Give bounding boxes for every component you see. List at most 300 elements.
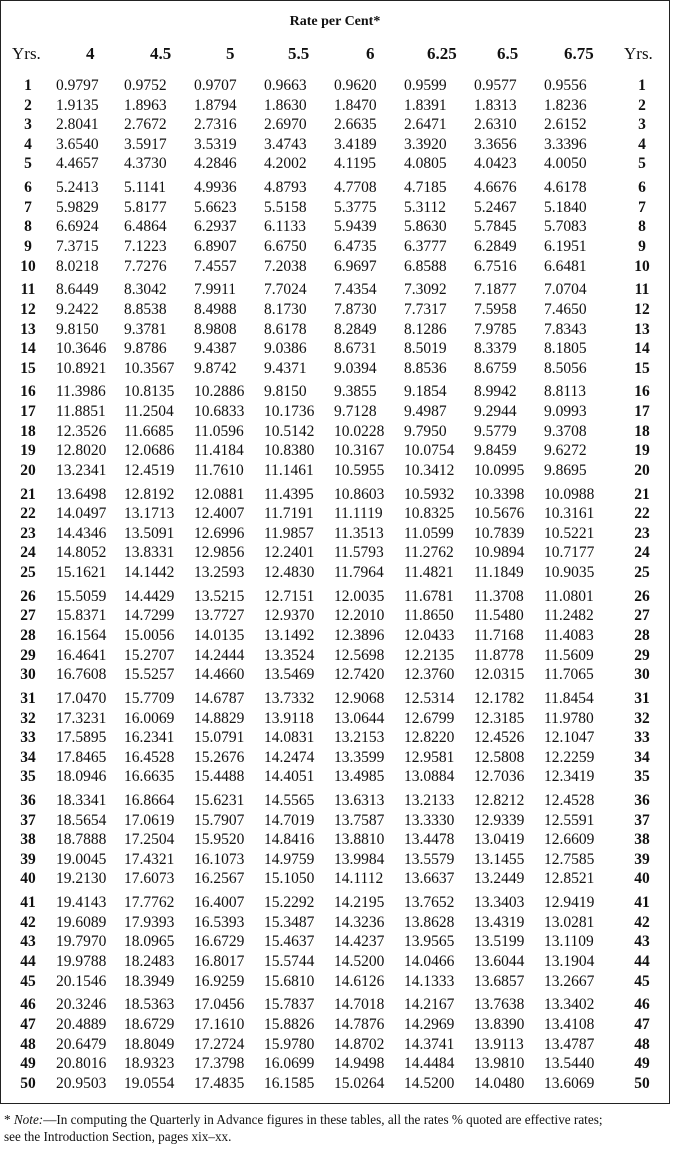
value-cell: 6.7516: [474, 257, 517, 275]
rate-header-4: 4: [86, 44, 95, 63]
value-cell: 20.9503: [56, 1074, 107, 1092]
value-cell: 13.3330: [404, 811, 455, 829]
year-cell-right: 8: [638, 218, 646, 236]
value-cell: 18.7888: [56, 831, 107, 849]
value-cell: 13.2153: [334, 729, 385, 747]
year-cell-right: 29: [634, 646, 650, 664]
value-cell: 10.5142: [264, 422, 315, 440]
value-cell: 8.1730: [264, 300, 307, 318]
value-cell: 13.9113: [474, 1035, 524, 1053]
value-cell: 13.2449: [474, 870, 525, 888]
value-cell: 7.4354: [334, 281, 377, 299]
value-cell: 0.9599: [404, 77, 447, 94]
value-cell: 1.8470: [334, 96, 377, 114]
value-cell: 7.2038: [264, 257, 307, 275]
value-cell: 18.5363: [124, 996, 175, 1014]
value-cell: 16.6729: [194, 933, 245, 951]
value-cell: 8.9808: [194, 320, 237, 338]
value-cell: 15.1621: [56, 564, 107, 581]
value-cell: 11.4395: [264, 485, 314, 503]
value-cell: 13.3402: [544, 996, 595, 1014]
value-cell: 13.9565: [404, 933, 455, 951]
value-cell: 3.4189: [334, 135, 377, 153]
year-cell-left: 32: [20, 709, 36, 727]
value-cell: 11.3986: [56, 383, 106, 401]
year-cell-right: 32: [634, 709, 650, 727]
value-cell: 9.6272: [544, 442, 587, 460]
value-cell: 5.3775: [334, 198, 377, 216]
value-cell: 11.8650: [404, 607, 454, 625]
value-cell: 7.7276: [124, 257, 167, 275]
value-cell: 8.2849: [334, 320, 377, 338]
year-cell-right: 39: [634, 850, 650, 868]
value-cell: 12.2010: [334, 607, 385, 625]
table-row: [0, 913, 670, 933]
value-cell: 5.7083: [544, 218, 587, 236]
year-cell-left: 35: [20, 768, 36, 786]
value-cell: 11.7964: [334, 564, 384, 581]
value-cell: 18.9323: [124, 1055, 175, 1073]
year-cell-right: 12: [634, 300, 650, 318]
value-cell: 10.9035: [544, 564, 595, 581]
value-cell: 13.1492: [264, 626, 315, 644]
value-cell: 9.4987: [404, 403, 447, 421]
value-cell: 4.0050: [544, 155, 587, 173]
value-cell: 5.5158: [264, 198, 307, 216]
year-cell-right: 23: [634, 524, 650, 542]
value-cell: 4.7185: [404, 179, 447, 197]
value-cell: 6.2937: [194, 218, 237, 236]
value-cell: 2.8041: [56, 116, 99, 134]
value-cell: 4.4657: [56, 155, 99, 173]
year-cell-left: 2: [24, 96, 32, 114]
value-cell: 10.8380: [264, 442, 315, 460]
year-cell-right: 37: [634, 811, 650, 829]
table-row: [0, 791, 670, 811]
value-cell: 14.4051: [264, 768, 315, 786]
value-cell: 8.3042: [124, 281, 167, 299]
table-row: [0, 359, 670, 379]
value-cell: 18.6729: [124, 1016, 175, 1033]
value-cell: 18.0946: [56, 768, 107, 786]
value-cell: 15.0056: [124, 626, 175, 644]
year-cell-left: 48: [20, 1035, 36, 1053]
value-cell: 4.9936: [194, 179, 237, 197]
value-cell: 12.4830: [264, 564, 315, 581]
value-cell: 10.3412: [404, 461, 455, 479]
year-cell-left: 15: [20, 359, 36, 377]
table-row: [0, 154, 670, 174]
value-cell: 0.9577: [474, 77, 517, 94]
table-row: [0, 76, 670, 96]
year-cell-left: 37: [20, 811, 36, 829]
value-cell: 6.8588: [404, 257, 447, 275]
value-cell: 11.4184: [194, 442, 244, 460]
table-row: [0, 402, 670, 422]
value-cell: 0.9707: [194, 77, 237, 94]
table-row: [0, 952, 670, 972]
value-cell: 10.3161: [544, 505, 595, 523]
year-cell-left: 46: [20, 996, 36, 1014]
value-cell: 11.6781: [404, 587, 454, 605]
value-cell: 8.8538: [124, 300, 167, 318]
value-cell: 20.4889: [56, 1016, 107, 1033]
value-cell: 6.3777: [404, 237, 447, 255]
value-cell: 13.6044: [474, 953, 525, 971]
value-cell: 10.8603: [334, 485, 385, 503]
year-cell-left: 41: [20, 894, 36, 912]
value-cell: 12.2135: [404, 646, 455, 664]
table-row: [0, 382, 670, 402]
value-cell: 7.4650: [544, 300, 587, 318]
rate-header-4-5: 4.5: [150, 44, 172, 63]
value-cell: 13.6313: [334, 792, 385, 810]
value-cell: 19.0045: [56, 850, 107, 868]
value-cell: 4.0805: [404, 155, 447, 173]
value-cell: 13.5215: [194, 587, 245, 605]
footnote-marker: *: [4, 1112, 14, 1127]
value-cell: 4.3730: [124, 155, 167, 173]
value-cell: 18.3341: [56, 792, 107, 810]
value-cell: 5.7845: [474, 218, 517, 236]
value-cell: 9.2422: [56, 300, 99, 318]
year-cell-left: 49: [20, 1055, 36, 1073]
table-row: [0, 709, 670, 729]
value-cell: 6.6750: [264, 237, 307, 255]
value-cell: 9.7128: [334, 403, 377, 421]
value-cell: 12.3760: [404, 666, 455, 684]
year-cell-right: 19: [634, 442, 650, 460]
table-row: [0, 1015, 670, 1035]
value-cell: 15.2292: [264, 894, 315, 912]
value-cell: 7.1877: [474, 281, 517, 299]
value-cell: 6.6924: [56, 218, 99, 236]
value-cell: 15.4488: [194, 768, 245, 786]
year-cell-left: 43: [20, 933, 36, 951]
value-cell: 9.8459: [474, 442, 517, 460]
value-cell: 15.1050: [264, 870, 315, 888]
value-cell: 13.4319: [474, 913, 525, 931]
value-cell: 12.7151: [264, 587, 315, 605]
value-cell: 12.8212: [474, 792, 525, 810]
table-heading: Rate per Cent*: [289, 14, 381, 29]
value-cell: 5.3112: [404, 198, 447, 216]
year-cell-left: 3: [24, 116, 32, 134]
year-cell-left: 19: [20, 442, 36, 460]
value-cell: 16.4528: [124, 748, 175, 766]
value-cell: 8.6449: [56, 281, 99, 299]
value-cell: 6.1951: [544, 237, 587, 255]
value-cell: 8.5019: [404, 340, 447, 358]
value-cell: 7.1223: [124, 237, 167, 255]
year-cell-right: 15: [634, 359, 650, 377]
year-cell-right: 26: [634, 587, 650, 605]
value-cell: 10.0228: [334, 422, 385, 440]
value-cell: 13.5579: [404, 850, 455, 868]
value-cell: 7.3715: [56, 237, 99, 255]
year-cell-left: 38: [20, 831, 36, 849]
value-cell: 13.4108: [544, 1016, 595, 1033]
value-cell: 11.7191: [264, 505, 314, 523]
value-cell: 19.4143: [56, 894, 107, 912]
value-cell: 12.3185: [474, 709, 525, 727]
year-column-header-right: Yrs.: [624, 44, 653, 63]
table-row: [0, 257, 670, 277]
value-cell: 13.6069: [544, 1074, 595, 1092]
value-cell: 12.7585: [544, 850, 595, 868]
year-cell-left: 33: [20, 729, 36, 747]
value-cell: 6.4864: [124, 218, 167, 236]
value-cell: 14.3741: [404, 1035, 455, 1053]
year-cell-right: 2: [638, 96, 646, 114]
year-cell-left: 5: [24, 155, 32, 173]
value-cell: 14.1442: [124, 564, 175, 581]
value-cell: 3.3656: [474, 135, 517, 153]
year-cell-right: 3: [638, 116, 646, 134]
value-cell: 14.5200: [404, 1074, 455, 1092]
value-cell: 14.5565: [264, 792, 315, 810]
value-cell: 11.0801: [544, 587, 594, 605]
value-cell: 5.9439: [334, 218, 377, 236]
value-cell: 18.8049: [124, 1035, 175, 1053]
value-cell: 12.4526: [474, 729, 525, 747]
value-cell: 9.3708: [544, 422, 587, 440]
value-cell: 12.7036: [474, 768, 525, 786]
table-row: [0, 626, 670, 646]
value-cell: 11.8851: [56, 403, 106, 421]
year-cell-left: 17: [20, 403, 36, 421]
value-cell: 13.4985: [334, 768, 385, 786]
table-row: [0, 543, 670, 563]
value-cell: 15.9780: [264, 1035, 315, 1053]
value-cell: 12.4519: [124, 461, 175, 479]
value-cell: 4.8793: [264, 179, 307, 197]
value-cell: 3.4743: [264, 135, 307, 153]
rate-header-5-5: 5.5: [288, 44, 310, 63]
year-cell-left: 30: [20, 666, 36, 684]
value-cell: 10.1736: [264, 403, 315, 421]
value-cell: 0.9752: [124, 77, 167, 94]
value-cell: 10.9894: [474, 544, 525, 562]
value-cell: 14.2195: [334, 894, 385, 912]
value-cell: 11.4083: [544, 626, 594, 644]
year-cell-left: 1: [24, 77, 32, 94]
year-cell-left: 23: [20, 524, 36, 542]
value-cell: 14.1333: [404, 972, 455, 990]
value-cell: 14.1112: [334, 870, 384, 888]
value-cell: 13.3403: [474, 894, 525, 912]
value-cell: 19.7970: [56, 933, 107, 951]
year-cell-right: 16: [634, 383, 650, 401]
value-cell: 20.8016: [56, 1055, 107, 1073]
year-cell-right: 22: [634, 505, 650, 523]
table-row: [0, 135, 670, 155]
value-cell: 8.4988: [194, 300, 237, 318]
value-cell: 13.1904: [544, 953, 595, 971]
year-cell-right: 40: [634, 870, 650, 888]
year-cell-left: 24: [20, 544, 36, 562]
value-cell: 9.0386: [264, 340, 307, 358]
value-cell: 4.7708: [334, 179, 377, 197]
value-cell: 14.6126: [334, 972, 385, 990]
value-cell: 19.2130: [56, 870, 107, 888]
value-cell: 19.9788: [56, 953, 107, 971]
year-cell-left: 39: [20, 850, 36, 868]
value-cell: 15.8371: [56, 607, 107, 625]
value-cell: 17.2504: [124, 831, 175, 849]
value-cell: 15.8826: [264, 1016, 315, 1033]
value-cell: 12.5314: [404, 689, 455, 707]
value-cell: 15.0264: [334, 1074, 385, 1092]
table-row: [0, 932, 670, 952]
value-cell: 13.6857: [474, 972, 525, 990]
value-cell: 13.0884: [404, 768, 455, 786]
value-cell: 14.0497: [56, 505, 107, 523]
year-cell-right: 28: [634, 626, 650, 644]
value-cell: 9.8150: [56, 320, 99, 338]
value-cell: 10.5955: [334, 461, 385, 479]
year-cell-left: 14: [20, 340, 36, 358]
year-cell-right: 31: [634, 689, 650, 707]
year-cell-left: 8: [24, 218, 32, 236]
table-row: [0, 96, 670, 116]
year-cell-left: 12: [20, 300, 36, 318]
table-row: [0, 1035, 670, 1055]
value-cell: 14.2474: [264, 748, 315, 766]
rate-header-6: 6: [366, 44, 375, 63]
value-cell: 14.2969: [404, 1016, 455, 1033]
value-cell: 11.8454: [544, 689, 594, 707]
value-cell: 13.7638: [474, 996, 525, 1014]
value-cell: 14.4660: [194, 666, 245, 684]
year-cell-right: 45: [634, 972, 650, 990]
value-cell: 13.9810: [474, 1055, 525, 1073]
value-cell: 10.2886: [194, 383, 245, 401]
value-cell: 13.5199: [474, 933, 525, 951]
value-cell: 7.0704: [544, 281, 587, 299]
value-cell: 0.9620: [334, 77, 377, 94]
year-cell-left: 4: [24, 135, 32, 153]
year-cell-left: 25: [20, 564, 36, 581]
value-cell: 5.6623: [194, 198, 237, 216]
table-row: [0, 850, 670, 870]
value-cell: 5.8177: [124, 198, 167, 216]
year-cell-right: 14: [634, 340, 650, 358]
value-cell: 3.6540: [56, 135, 99, 153]
year-cell-right: 6: [638, 179, 646, 197]
value-cell: 7.9785: [474, 320, 517, 338]
table-row: [0, 893, 670, 913]
value-cell: 13.9118: [264, 709, 314, 727]
table-row: [0, 198, 670, 218]
year-cell-right: 30: [634, 666, 650, 684]
value-cell: 15.6231: [194, 792, 245, 810]
rate-header-5: 5: [226, 44, 235, 63]
year-cell-left: 10: [20, 257, 36, 275]
value-cell: 11.5480: [474, 607, 524, 625]
value-cell: 10.8921: [56, 359, 107, 377]
value-cell: 5.9829: [56, 198, 99, 216]
year-cell-left: 21: [20, 485, 36, 503]
value-cell: 11.7610: [194, 461, 244, 479]
value-cell: 16.4007: [194, 894, 245, 912]
value-cell: 7.4557: [194, 257, 237, 275]
value-cell: 8.6731: [334, 340, 377, 358]
year-cell-left: 50: [20, 1074, 36, 1092]
value-cell: 7.8730: [334, 300, 377, 318]
value-cell: 14.9759: [264, 850, 315, 868]
year-cell-right: 21: [634, 485, 650, 503]
value-cell: 17.8465: [56, 748, 107, 766]
value-cell: 20.3246: [56, 996, 107, 1014]
value-cell: 1.8963: [124, 96, 167, 114]
value-cell: 2.6152: [544, 116, 587, 134]
value-cell: 12.6609: [544, 831, 595, 849]
value-cell: 14.9498: [334, 1055, 385, 1073]
year-cell-left: 20: [20, 461, 36, 479]
value-cell: 9.8695: [544, 461, 587, 479]
value-cell: 12.9581: [404, 748, 455, 766]
year-cell-right: 33: [634, 729, 650, 747]
table-row: [0, 563, 670, 583]
year-cell-right: 47: [634, 1016, 650, 1033]
value-cell: 16.1585: [264, 1074, 315, 1092]
value-cell: 16.9259: [194, 972, 245, 990]
value-cell: 13.2341: [56, 461, 107, 479]
value-cell: 14.6787: [194, 689, 245, 707]
value-cell: 8.1286: [404, 320, 447, 338]
value-cell: 14.7299: [124, 607, 175, 625]
value-cell: 9.8742: [194, 359, 237, 377]
value-cell: 13.2667: [544, 972, 595, 990]
value-cell: 1.8236: [544, 96, 587, 114]
value-cell: 4.6676: [474, 179, 517, 197]
year-cell-right: 5: [638, 155, 646, 173]
value-cell: 17.4835: [194, 1074, 245, 1092]
year-cell-right: 48: [634, 1035, 650, 1053]
value-cell: 17.3798: [194, 1055, 245, 1073]
year-cell-right: 49: [634, 1055, 650, 1073]
year-cell-right: 36: [634, 792, 650, 810]
value-cell: 12.8220: [404, 729, 455, 747]
value-cell: 14.4237: [334, 933, 385, 951]
table-row: [0, 995, 670, 1015]
table-row: [0, 587, 670, 607]
value-cell: 5.1840: [544, 198, 587, 216]
value-cell: 12.6996: [194, 524, 245, 542]
value-cell: 14.5200: [334, 953, 385, 971]
value-cell: 13.1109: [544, 933, 594, 951]
value-cell: 14.7019: [264, 811, 315, 829]
year-cell-right: 25: [634, 564, 650, 581]
year-cell-left: 36: [20, 792, 36, 810]
value-cell: 2.7316: [194, 116, 237, 134]
value-cell: 9.7950: [404, 422, 447, 440]
value-cell: 12.1047: [544, 729, 595, 747]
year-cell-right: 11: [634, 281, 650, 299]
year-cell-left: 13: [20, 320, 36, 338]
value-cell: 1.8794: [194, 96, 237, 114]
value-cell: 14.8702: [334, 1035, 385, 1053]
value-cell: 2.6970: [264, 116, 307, 134]
value-cell: 13.8390: [474, 1016, 525, 1033]
value-cell: 17.0456: [194, 996, 245, 1014]
value-cell: 11.2762: [404, 544, 454, 562]
value-cell: 9.5779: [474, 422, 517, 440]
value-cell: 5.2467: [474, 198, 517, 216]
footnote: [4, 1111, 670, 1145]
value-cell: 15.7709: [124, 689, 175, 707]
